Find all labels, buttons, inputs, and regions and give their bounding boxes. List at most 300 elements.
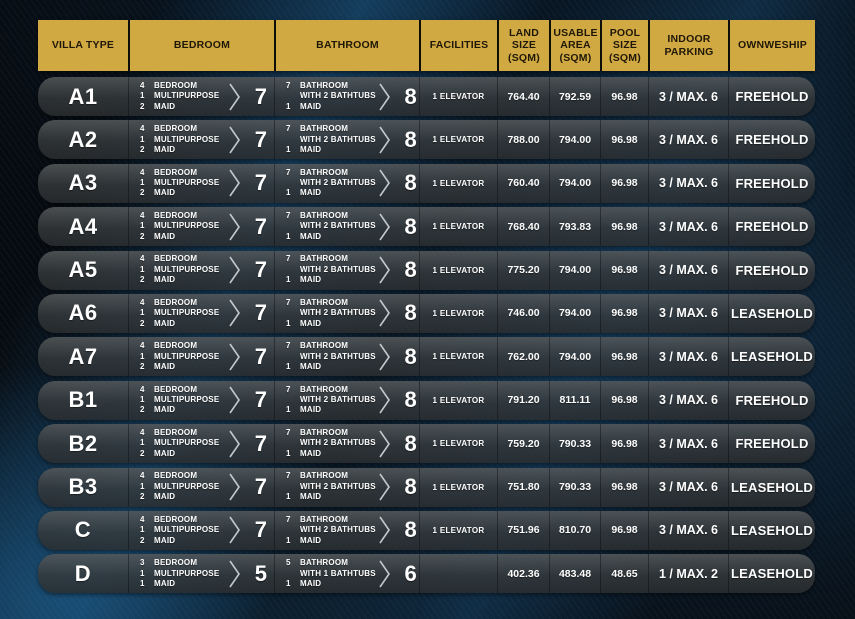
spec-count: 4 bbox=[140, 124, 145, 134]
bathroom-cell bbox=[274, 381, 419, 420]
header-row bbox=[38, 20, 815, 71]
spec-label: MAID bbox=[154, 362, 176, 372]
usable-area-cell: 792.59 bbox=[549, 77, 600, 116]
spec-label: BATHROOM bbox=[300, 211, 349, 221]
usable-area-cell: 810.70 bbox=[549, 511, 600, 550]
indoor-parking-cell: 3 / MAX. 6 bbox=[648, 251, 728, 290]
spec-count: 2 bbox=[140, 188, 145, 198]
bathroom-detail bbox=[286, 168, 376, 199]
bathroom-detail bbox=[286, 341, 376, 372]
bedroom-detail bbox=[140, 211, 226, 242]
land-size-cell: 760.40 bbox=[497, 164, 549, 203]
spec-label: BATHROOM bbox=[300, 558, 349, 568]
spec-line bbox=[140, 319, 226, 329]
spec-count: 1 bbox=[140, 481, 145, 491]
bedroom-cell bbox=[128, 424, 274, 463]
villa-type-cell: A6 bbox=[68, 300, 98, 326]
spec-label: MULTIPURPOSE bbox=[154, 438, 220, 448]
indoor-parking-cell: 3 / MAX. 6 bbox=[648, 424, 728, 463]
indoor-parking-cell: 3 / MAX. 6 bbox=[648, 381, 728, 420]
indoor-parking-cell: 3 / MAX. 6 bbox=[648, 337, 728, 376]
usable-area-cell: 790.33 bbox=[549, 424, 600, 463]
table-row bbox=[38, 164, 815, 203]
chevron-right-icon bbox=[378, 559, 391, 589]
spec-count: 2 bbox=[140, 492, 145, 502]
pool-size-cell: 96.98 bbox=[600, 77, 648, 116]
bedroom-total: 7 bbox=[254, 213, 267, 239]
spec-label: WITH 2 BATHTUBS bbox=[300, 221, 376, 231]
spec-line bbox=[140, 405, 226, 415]
bathroom-cell bbox=[274, 294, 419, 333]
spec-line bbox=[140, 81, 226, 91]
bedroom-total: 7 bbox=[254, 300, 267, 326]
spec-line bbox=[140, 385, 226, 395]
pool-size-cell: 48.65 bbox=[600, 554, 648, 593]
spec-count: 1 bbox=[286, 448, 291, 458]
spec-label: BEDROOM bbox=[154, 428, 198, 438]
chevron-right-icon bbox=[378, 342, 391, 372]
land-size-cell: 751.96 bbox=[497, 511, 549, 550]
spec-line bbox=[286, 515, 376, 525]
spec-count bbox=[286, 91, 295, 101]
spec-label: MAID bbox=[154, 535, 176, 545]
spec-label: MULTIPURPOSE bbox=[154, 568, 220, 578]
spec-label: BEDROOM bbox=[154, 341, 198, 351]
bedroom-total: 7 bbox=[254, 170, 267, 196]
bedroom-detail bbox=[140, 254, 226, 285]
bathroom-cell bbox=[274, 554, 419, 593]
ownership-cell: FREEHOLD bbox=[728, 207, 815, 246]
ownership-cell: FREEHOLD bbox=[728, 77, 815, 116]
bedroom-cell bbox=[128, 120, 274, 159]
spec-count bbox=[286, 395, 295, 405]
spec-label: MAID bbox=[300, 579, 322, 588]
land-size-cell: 402.36 bbox=[497, 554, 549, 593]
usable-area-cell: 794.00 bbox=[549, 337, 600, 376]
bathroom-cell bbox=[274, 424, 419, 463]
villa-type-cell: A5 bbox=[68, 257, 98, 283]
chevron-right-icon bbox=[378, 255, 391, 285]
ownership-cell: FREEHOLD bbox=[728, 424, 815, 463]
bathroom-cell bbox=[274, 120, 419, 159]
pool-size-cell: 96.98 bbox=[600, 251, 648, 290]
spec-line bbox=[286, 298, 376, 308]
bedroom-cell bbox=[128, 77, 274, 116]
spec-count: 1 bbox=[140, 568, 145, 578]
spec-label: BATHROOM bbox=[300, 124, 349, 134]
spec-count: 1 bbox=[286, 275, 291, 285]
facilities-cell bbox=[419, 554, 497, 593]
bathroom-detail bbox=[286, 515, 376, 546]
spec-line bbox=[286, 91, 376, 101]
ownership-cell: FREEHOLD bbox=[728, 251, 815, 290]
villa-type-cell: C bbox=[74, 517, 92, 543]
bathroom-total: 8 bbox=[404, 83, 417, 109]
spec-label: WITH 2 BATHTUBS bbox=[300, 264, 376, 274]
spec-line bbox=[140, 298, 226, 308]
spec-count: 1 bbox=[140, 308, 145, 318]
spec-label: MULTIPURPOSE bbox=[154, 395, 220, 405]
header-cell-indoor-parking: INDOOR PARKING bbox=[648, 20, 728, 71]
chevron-right-icon bbox=[228, 82, 241, 112]
spec-line bbox=[140, 515, 226, 525]
bathroom-cell bbox=[274, 337, 419, 376]
pool-size-cell: 96.98 bbox=[600, 468, 648, 507]
spec-count: 1 bbox=[286, 101, 291, 111]
chevron-right-icon bbox=[228, 472, 241, 502]
spec-line bbox=[140, 221, 226, 231]
spec-count: 7 bbox=[286, 341, 291, 351]
spec-label: MAID bbox=[300, 188, 322, 198]
land-size-cell: 746.00 bbox=[497, 294, 549, 333]
spec-line bbox=[286, 81, 376, 91]
spec-count: 4 bbox=[140, 514, 145, 524]
table-row bbox=[38, 294, 815, 333]
spec-line bbox=[140, 124, 226, 134]
spec-line bbox=[140, 449, 226, 459]
spec-label: BATHROOM bbox=[300, 341, 349, 351]
spec-label: MULTIPURPOSE bbox=[154, 308, 220, 318]
table-row bbox=[38, 251, 815, 290]
bedroom-detail bbox=[140, 124, 226, 155]
spec-label: BEDROOM bbox=[154, 514, 198, 524]
spec-line bbox=[140, 525, 226, 535]
spec-count: 2 bbox=[140, 145, 145, 155]
indoor-parking-cell: 3 / MAX. 6 bbox=[648, 511, 728, 550]
spec-label: MAID bbox=[154, 405, 176, 415]
land-size-cell: 791.20 bbox=[497, 381, 549, 420]
table-row bbox=[38, 381, 815, 420]
spec-count: 1 bbox=[286, 492, 291, 502]
spec-line bbox=[286, 395, 376, 405]
land-size-cell: 762.00 bbox=[497, 337, 549, 376]
spec-label: MAID bbox=[154, 448, 176, 458]
pool-size-cell: 96.98 bbox=[600, 424, 648, 463]
spec-label: MAID bbox=[300, 275, 322, 285]
spec-label: WITH 2 BATHTUBS bbox=[300, 134, 376, 144]
facilities-cell: 1 ELEVATOR bbox=[419, 251, 497, 290]
bedroom-total: 7 bbox=[254, 517, 267, 543]
facilities-cell: 1 ELEVATOR bbox=[419, 511, 497, 550]
spec-label: MULTIPURPOSE bbox=[154, 481, 220, 491]
header-cell-ownership: OWNWESHIP bbox=[728, 20, 815, 71]
spec-line bbox=[140, 492, 226, 502]
spec-count: 1 bbox=[140, 264, 145, 274]
bathroom-detail bbox=[286, 254, 376, 285]
chevron-right-icon bbox=[378, 385, 391, 415]
spec-count: 1 bbox=[140, 395, 145, 405]
spec-line bbox=[286, 232, 376, 242]
facilities-cell: 1 ELEVATOR bbox=[419, 164, 497, 203]
spec-line bbox=[140, 558, 226, 568]
usable-area-cell: 794.00 bbox=[549, 294, 600, 333]
bathroom-total: 8 bbox=[404, 300, 417, 326]
villa-type-cell: A7 bbox=[68, 343, 98, 369]
spec-count: 4 bbox=[140, 341, 145, 351]
bedroom-total: 7 bbox=[254, 83, 267, 109]
spec-line bbox=[140, 211, 226, 221]
pool-size-cell: 96.98 bbox=[600, 381, 648, 420]
spec-label: MAID bbox=[154, 492, 176, 502]
land-size-cell: 788.00 bbox=[497, 120, 549, 159]
bathroom-total: 8 bbox=[404, 517, 417, 543]
spec-count: 2 bbox=[140, 231, 145, 241]
chevron-right-icon bbox=[378, 212, 391, 242]
bedroom-total: 7 bbox=[254, 126, 267, 152]
spec-label: MAID bbox=[300, 448, 322, 458]
spec-count: 1 bbox=[140, 351, 145, 361]
usable-area-cell: 793.83 bbox=[549, 207, 600, 246]
spec-line bbox=[286, 265, 376, 275]
spec-line bbox=[286, 341, 376, 351]
bathroom-cell bbox=[274, 468, 419, 507]
spec-count: 1 bbox=[286, 318, 291, 328]
pool-size-cell: 96.98 bbox=[600, 120, 648, 159]
spec-label: MAID bbox=[154, 188, 176, 198]
bathroom-total: 8 bbox=[404, 170, 417, 196]
usable-area-cell: 811.11 bbox=[549, 381, 600, 420]
spec-label: MAID bbox=[154, 579, 176, 588]
spec-count: 1 bbox=[286, 535, 291, 545]
pool-size-cell: 96.98 bbox=[600, 207, 648, 246]
table-row bbox=[38, 468, 815, 507]
bedroom-detail bbox=[140, 471, 226, 502]
spec-line bbox=[140, 569, 226, 579]
spec-line bbox=[286, 135, 376, 145]
bathroom-total: 8 bbox=[404, 257, 417, 283]
spec-line bbox=[140, 91, 226, 101]
bathroom-detail bbox=[286, 211, 376, 242]
ownership-cell: LEASEHOLD bbox=[728, 554, 815, 593]
spec-line bbox=[286, 471, 376, 481]
spec-count: 1 bbox=[140, 579, 145, 588]
spec-line bbox=[286, 145, 376, 155]
chevron-right-icon bbox=[378, 298, 391, 328]
indoor-parking-cell: 3 / MAX. 6 bbox=[648, 77, 728, 116]
bedroom-detail bbox=[140, 558, 226, 589]
spec-label: MAID bbox=[300, 318, 322, 328]
ownership-cell: FREEHOLD bbox=[728, 164, 815, 203]
spec-label: MAID bbox=[300, 535, 322, 545]
spec-label: WITH 1 BATHTUBS bbox=[300, 568, 376, 578]
spec-line bbox=[286, 124, 376, 134]
land-size-cell: 775.20 bbox=[497, 251, 549, 290]
facilities-cell: 1 ELEVATOR bbox=[419, 424, 497, 463]
spec-line bbox=[140, 168, 226, 178]
spec-count bbox=[286, 178, 295, 188]
spec-label: MAID bbox=[300, 362, 322, 372]
villa-type-cell: A3 bbox=[68, 170, 98, 196]
header-cell-facilities: FACILITIES bbox=[419, 20, 497, 71]
spec-line bbox=[286, 211, 376, 221]
header-cell-usable-area: USABLE AREA (SQM) bbox=[549, 20, 600, 71]
spec-line bbox=[286, 449, 376, 459]
bathroom-detail bbox=[286, 81, 376, 112]
spec-count: 2 bbox=[140, 275, 145, 285]
spec-line bbox=[140, 275, 226, 285]
spec-label: BATHROOM bbox=[300, 471, 349, 481]
chevron-right-icon bbox=[228, 255, 241, 285]
indoor-parking-cell: 3 / MAX. 6 bbox=[648, 468, 728, 507]
spec-label: MULTIPURPOSE bbox=[154, 264, 220, 274]
pool-size-cell: 96.98 bbox=[600, 164, 648, 203]
bedroom-detail bbox=[140, 81, 226, 112]
table-row bbox=[38, 554, 815, 593]
chevron-right-icon bbox=[228, 429, 241, 459]
ownership-cell: FREEHOLD bbox=[728, 381, 815, 420]
spec-label: WITH 2 BATHTUBS bbox=[300, 525, 376, 535]
bedroom-detail bbox=[140, 341, 226, 372]
header-cell-bedroom: BEDROOM bbox=[128, 20, 274, 71]
spec-label: WITH 2 BATHTUBS bbox=[300, 395, 376, 405]
spec-count bbox=[286, 221, 295, 231]
indoor-parking-cell: 1 / MAX. 2 bbox=[648, 554, 728, 593]
chevron-right-icon bbox=[228, 168, 241, 198]
spec-label: WITH 2 BATHTUBS bbox=[300, 91, 376, 101]
bathroom-detail bbox=[286, 385, 376, 416]
spec-label: MAID bbox=[300, 492, 322, 502]
table-row bbox=[38, 511, 815, 550]
spec-count: 1 bbox=[140, 134, 145, 144]
facilities-cell: 1 ELEVATOR bbox=[419, 77, 497, 116]
chevron-right-icon bbox=[378, 168, 391, 198]
bathroom-total: 8 bbox=[404, 474, 417, 500]
usable-area-cell: 483.48 bbox=[549, 554, 600, 593]
bedroom-detail bbox=[140, 385, 226, 416]
chevron-right-icon bbox=[378, 429, 391, 459]
spec-label: MAID bbox=[154, 275, 176, 285]
spec-count: 7 bbox=[286, 254, 291, 264]
spec-count: 1 bbox=[140, 178, 145, 188]
spec-line bbox=[140, 265, 226, 275]
chevron-right-icon bbox=[228, 212, 241, 242]
facilities-cell: 1 ELEVATOR bbox=[419, 468, 497, 507]
table-row bbox=[38, 424, 815, 463]
spec-line bbox=[286, 492, 376, 502]
spec-line bbox=[140, 135, 226, 145]
bathroom-detail bbox=[286, 471, 376, 502]
pool-size-cell: 96.98 bbox=[600, 511, 648, 550]
spec-line bbox=[140, 395, 226, 405]
bedroom-total: 5 bbox=[254, 560, 267, 586]
bedroom-cell bbox=[128, 511, 274, 550]
spec-count: 7 bbox=[286, 167, 291, 177]
spec-line bbox=[140, 308, 226, 318]
spec-count: 4 bbox=[140, 471, 145, 481]
spec-count: 7 bbox=[286, 428, 291, 438]
bathroom-cell bbox=[274, 251, 419, 290]
spec-label: BATHROOM bbox=[300, 428, 349, 438]
land-size-cell: 768.40 bbox=[497, 207, 549, 246]
spec-label: BEDROOM bbox=[154, 297, 198, 307]
spec-label: MULTIPURPOSE bbox=[154, 221, 220, 231]
spec-label: WITH 2 BATHTUBS bbox=[300, 438, 376, 448]
spec-label: MULTIPURPOSE bbox=[154, 178, 220, 188]
facilities-cell: 1 ELEVATOR bbox=[419, 381, 497, 420]
spec-line bbox=[286, 102, 376, 112]
spec-line bbox=[140, 232, 226, 242]
spec-line bbox=[286, 168, 376, 178]
bathroom-detail bbox=[286, 558, 376, 589]
chevron-right-icon bbox=[228, 515, 241, 545]
spec-count: 2 bbox=[140, 405, 145, 415]
spec-line bbox=[286, 221, 376, 231]
spec-count bbox=[286, 438, 295, 448]
spec-line bbox=[140, 362, 226, 372]
spec-count: 1 bbox=[140, 525, 145, 535]
ownership-cell: LEASEHOLD bbox=[728, 337, 815, 376]
spec-count: 1 bbox=[286, 188, 291, 198]
villa-type-cell: A4 bbox=[68, 213, 98, 239]
spec-line bbox=[140, 428, 226, 438]
bedroom-detail bbox=[140, 428, 226, 459]
usable-area-cell: 790.33 bbox=[549, 468, 600, 507]
spec-count: 4 bbox=[140, 167, 145, 177]
bedroom-cell bbox=[128, 554, 274, 593]
spec-count: 3 bbox=[140, 558, 145, 568]
bathroom-detail bbox=[286, 298, 376, 329]
ownership-cell: LEASEHOLD bbox=[728, 468, 815, 507]
bedroom-total: 7 bbox=[254, 257, 267, 283]
land-size-cell: 764.40 bbox=[497, 77, 549, 116]
spec-line bbox=[286, 188, 376, 198]
spec-line bbox=[286, 579, 376, 589]
villa-type-cell: D bbox=[74, 560, 92, 586]
spec-label: BATHROOM bbox=[300, 514, 349, 524]
chevron-right-icon bbox=[228, 559, 241, 589]
spec-line bbox=[140, 579, 226, 589]
spec-count bbox=[286, 265, 295, 275]
spec-label: MAID bbox=[154, 231, 176, 241]
table-body bbox=[38, 77, 815, 593]
spec-label: BEDROOM bbox=[154, 211, 198, 221]
spec-line bbox=[140, 438, 226, 448]
spec-line bbox=[286, 385, 376, 395]
spec-count: 4 bbox=[140, 211, 145, 221]
villa-type-cell: B1 bbox=[68, 387, 98, 413]
spec-line bbox=[286, 482, 376, 492]
table-row bbox=[38, 77, 815, 116]
spec-line bbox=[286, 254, 376, 264]
ownership-cell: FREEHOLD bbox=[728, 120, 815, 159]
land-size-cell: 751.80 bbox=[497, 468, 549, 507]
spec-line bbox=[140, 482, 226, 492]
bedroom-total: 7 bbox=[254, 387, 267, 413]
spec-label: MAID bbox=[154, 145, 176, 155]
spec-count: 7 bbox=[286, 211, 291, 221]
spec-count: 1 bbox=[140, 438, 145, 448]
bedroom-total: 7 bbox=[254, 474, 267, 500]
bathroom-total: 8 bbox=[404, 213, 417, 239]
spec-count: 7 bbox=[286, 297, 291, 307]
indoor-parking-cell: 3 / MAX. 6 bbox=[648, 294, 728, 333]
bedroom-detail bbox=[140, 298, 226, 329]
spec-line bbox=[286, 319, 376, 329]
usable-area-cell: 794.00 bbox=[549, 164, 600, 203]
spec-count: 1 bbox=[140, 91, 145, 101]
spec-label: MAID bbox=[300, 145, 322, 155]
spec-line bbox=[140, 536, 226, 546]
spec-count: 1 bbox=[140, 221, 145, 231]
spec-line bbox=[140, 471, 226, 481]
spec-line bbox=[140, 102, 226, 112]
spec-label: BEDROOM bbox=[154, 471, 198, 481]
bathroom-cell bbox=[274, 164, 419, 203]
spec-count: 4 bbox=[140, 384, 145, 394]
spec-label: MAID bbox=[300, 231, 322, 241]
villa-type-cell: A2 bbox=[68, 126, 98, 152]
spec-label: MULTIPURPOSE bbox=[154, 134, 220, 144]
